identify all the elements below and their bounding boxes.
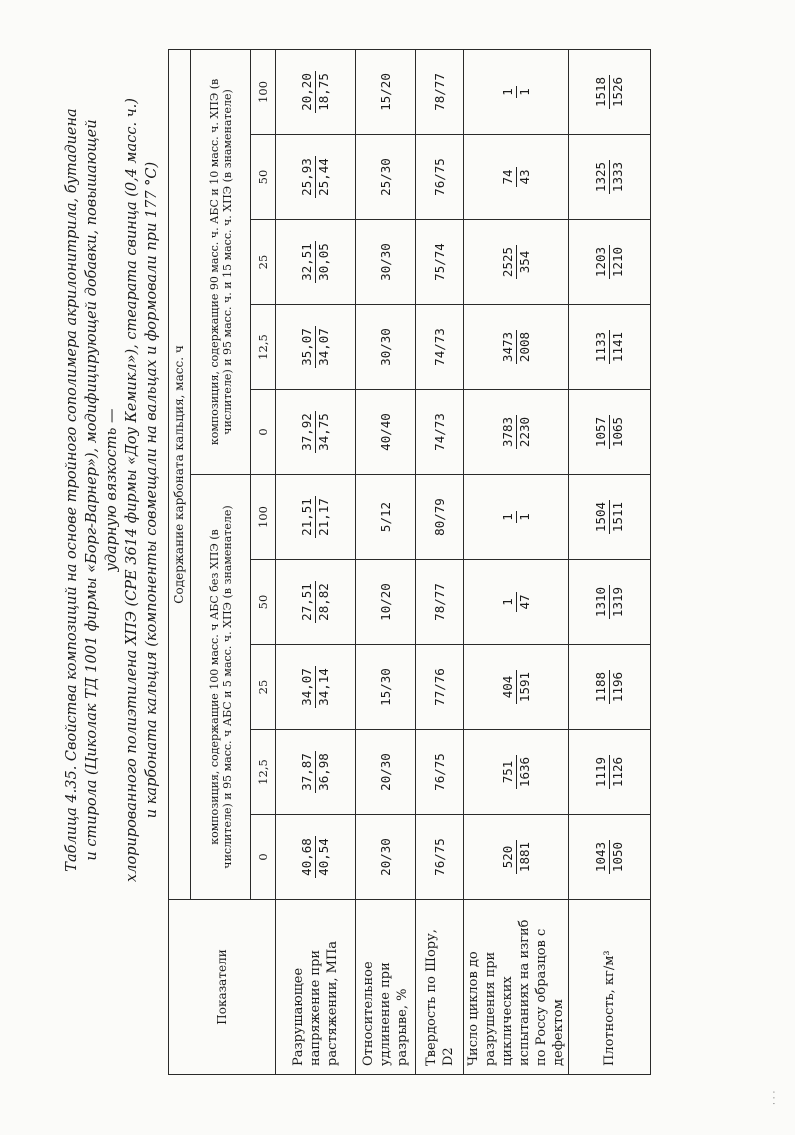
row-label: Число циклов до разрушения при циклических испытаниях на изгиб по Россу образцов с дефектом	[464, 900, 569, 1075]
cell-value: 78/77	[432, 583, 447, 621]
caption-line-4: и карбоната кальция (компоненты совмещали на вальцах и формовали при 177 °C)	[144, 161, 160, 819]
value-cell	[416, 730, 464, 815]
denominator: 34,14	[316, 668, 331, 706]
cell-value: 5/12	[378, 501, 393, 533]
numerator: 1043	[593, 841, 608, 873]
value-cell	[356, 135, 416, 220]
fraction	[299, 411, 332, 453]
value-cell	[416, 560, 464, 645]
denominator: 28,82	[316, 583, 331, 621]
numerator: 1310	[593, 586, 608, 618]
fraction	[299, 156, 332, 198]
numerator: 37,92	[299, 413, 314, 451]
denominator: 2008	[516, 331, 532, 363]
cell-value: 76/75	[432, 753, 447, 791]
cell-value: 30/30	[378, 328, 393, 366]
denominator: 34,75	[316, 413, 331, 451]
value-cell	[569, 815, 651, 900]
value-cell	[464, 815, 569, 900]
value-cell	[464, 390, 569, 475]
cell-value: 74/73	[432, 413, 447, 451]
fraction	[500, 840, 533, 874]
level-header: 0	[251, 815, 276, 900]
cell-value: 76/75	[432, 838, 447, 876]
level-header: 12,5	[251, 730, 276, 815]
fraction	[299, 836, 332, 878]
value-cell	[464, 645, 569, 730]
fraction	[299, 581, 332, 623]
value-cell	[569, 390, 651, 475]
caption-line-2: и стирола (Циколак ТД 1001 фирмы «Борг-Варнер»), модифицирующей добавки, повышающей ударную вязкость —	[84, 119, 120, 861]
value-cell	[464, 220, 569, 305]
level-header: 25	[251, 220, 276, 305]
cell-value: 74/73	[432, 328, 447, 366]
value-cell	[569, 475, 651, 560]
denominator: 1636	[516, 756, 532, 788]
numerator: 1	[499, 88, 515, 96]
fraction	[593, 245, 626, 279]
numerator: 3783	[499, 416, 515, 448]
denominator: 1333	[610, 161, 625, 193]
top-header: Содержание карбоната кальция, масс. ч	[169, 49, 191, 899]
numerator: 34,07	[299, 668, 314, 706]
numerator: 21,51	[299, 498, 314, 536]
value-cell	[276, 220, 356, 305]
numerator: 27,51	[299, 583, 314, 621]
cell-value: 25/30	[378, 158, 393, 196]
value-cell	[416, 390, 464, 475]
table-body	[276, 49, 651, 1074]
denominator: 1526	[610, 76, 625, 108]
value-cell	[416, 475, 464, 560]
numerator: 1504	[593, 501, 608, 533]
numerator: 40,68	[299, 838, 314, 876]
denominator: 1319	[610, 586, 625, 618]
level-header: 0	[251, 390, 276, 475]
denominator: 34,07	[316, 328, 331, 366]
numerator: 1133	[593, 331, 608, 363]
denominator: 21,17	[316, 498, 331, 536]
numerator: 1	[500, 592, 517, 611]
level-header: 100	[251, 49, 276, 134]
table-caption	[62, 90, 162, 890]
numerator: 1188	[593, 671, 608, 703]
denominator: 1210	[610, 246, 625, 278]
value-cell	[356, 305, 416, 390]
level-header: 12,5	[251, 305, 276, 390]
properties-table	[168, 49, 651, 1075]
fraction	[500, 511, 533, 523]
value-cell	[356, 560, 416, 645]
value-cell	[356, 49, 416, 134]
page-mark: · · ·	[770, 1090, 780, 1105]
row-label: Плотность, кг/м³	[569, 900, 651, 1075]
fraction	[593, 670, 626, 704]
cell-value: 77/76	[432, 668, 447, 706]
fraction	[299, 71, 332, 113]
denominator: 2230	[516, 416, 532, 448]
numerator: 1325	[593, 161, 608, 193]
value-cell	[356, 730, 416, 815]
fraction	[593, 755, 626, 789]
fraction	[593, 500, 626, 534]
value-cell	[464, 475, 569, 560]
fraction	[500, 415, 533, 449]
denominator: 40,54	[316, 838, 331, 876]
caption-text-1: Свойства композиций на основе тройного сополимера акрилонитрила, бутадиена	[64, 108, 80, 762]
cell-value: 80/79	[432, 498, 447, 536]
value-cell	[464, 730, 569, 815]
denominator: 1050	[610, 841, 625, 873]
numerator: 1518	[593, 76, 608, 108]
denominator: 354	[516, 250, 532, 274]
value-cell	[416, 220, 464, 305]
cell-value: 78/77	[432, 73, 447, 111]
row-label: Разрушающее напряжение при растяжении, МПа	[276, 900, 356, 1075]
group2-header: композиция, содержащие 90 масс. ч. АБС и 10 масс. ч. ХПЭ (в числителе) и 95 масс. ч. и 15 масс. ч. ХПЭ (в знаменателе)	[191, 49, 251, 474]
cell-value: 15/30	[378, 668, 393, 706]
value-cell	[569, 49, 651, 134]
caption-line-1	[62, 90, 82, 890]
table-row	[569, 49, 651, 1074]
value-cell	[569, 560, 651, 645]
fraction	[593, 330, 626, 364]
fraction	[500, 86, 533, 98]
denominator: 18,75	[316, 73, 331, 111]
value-cell	[416, 815, 464, 900]
value-cell	[356, 220, 416, 305]
value-cell	[416, 135, 464, 220]
numerator: 1119	[593, 756, 608, 788]
value-cell	[276, 730, 356, 815]
value-cell	[569, 220, 651, 305]
fraction	[299, 496, 332, 538]
fraction	[299, 751, 332, 793]
caption-line-3: хлорированного полиэтилена ХПЭ (CPE 3614 фирмы «Доу Кемикл»), стеарата свинца (0,4 масс. ч.)	[124, 98, 140, 882]
value-cell	[416, 305, 464, 390]
cell-value: 30/30	[378, 243, 393, 281]
table-row	[276, 49, 356, 1074]
fraction	[299, 241, 332, 283]
level-header: 50	[251, 135, 276, 220]
fraction	[500, 755, 533, 789]
denominator: 30,05	[316, 243, 331, 281]
row-label: Относительное удлинение при разрыве, %	[356, 900, 416, 1075]
fraction	[593, 160, 626, 194]
cell-value: 76/75	[432, 158, 447, 196]
value-cell	[464, 305, 569, 390]
denominator: 1065	[610, 416, 625, 448]
denominator: 1196	[610, 671, 625, 703]
fraction	[299, 666, 332, 708]
fraction	[593, 840, 626, 874]
fraction	[593, 415, 626, 449]
cell-value: 20/30	[378, 838, 393, 876]
numerator: 1	[499, 513, 515, 521]
numerator: 520	[500, 840, 517, 874]
numerator: 20,20	[299, 73, 314, 111]
fraction	[593, 75, 626, 109]
fraction	[593, 585, 626, 619]
value-cell	[569, 645, 651, 730]
numerator: 404	[500, 670, 517, 704]
value-cell	[276, 49, 356, 134]
table-row	[464, 49, 569, 1074]
numerator: 35,07	[299, 328, 314, 366]
table-number: Таблица 4.35.	[64, 765, 80, 872]
numerator: 2525	[499, 246, 515, 278]
value-cell	[464, 135, 569, 220]
cell-value: 10/20	[378, 583, 393, 621]
table-row	[356, 49, 416, 1074]
fraction	[500, 245, 533, 279]
value-cell	[276, 645, 356, 730]
value-cell	[569, 135, 651, 220]
numerator: 1203	[593, 246, 608, 278]
fraction	[299, 326, 332, 368]
numerator: 37,87	[299, 753, 314, 791]
cell-value: 15/20	[378, 73, 393, 111]
denominator: 1511	[610, 501, 625, 533]
denominator: 47	[516, 594, 532, 610]
value-cell	[276, 475, 356, 560]
value-cell	[416, 49, 464, 134]
fraction	[500, 592, 533, 611]
table-row	[416, 49, 464, 1074]
level-header: 100	[251, 475, 276, 560]
numerator: 3473	[499, 331, 515, 363]
denominator: 1	[516, 88, 532, 96]
group1-header: композиция, содержащие 100 масс. ч АБС без ХПЭ (в числителе) и 95 масс. ч АБС и 5 масс. ч. ХПЭ (в знаменателе)	[191, 475, 251, 900]
cell-value: 20/30	[378, 753, 393, 791]
denominator: 25,44	[316, 158, 331, 196]
value-cell	[356, 645, 416, 730]
row-label: Твердость по Шору, D2	[416, 900, 464, 1075]
value-cell	[276, 390, 356, 475]
value-cell	[276, 560, 356, 645]
value-cell	[464, 49, 569, 134]
numerator: 1057	[593, 416, 608, 448]
numerator: 751	[500, 755, 517, 789]
value-cell	[356, 815, 416, 900]
denominator: 1591	[516, 671, 532, 703]
numerator: 25,93	[299, 158, 314, 196]
denominator: 36,98	[316, 753, 331, 791]
value-cell	[276, 305, 356, 390]
denominator: 1126	[610, 756, 625, 788]
denominator: 1	[516, 513, 532, 521]
value-cell	[356, 475, 416, 560]
value-cell	[276, 815, 356, 900]
value-cell	[464, 560, 569, 645]
numerator: 32,51	[299, 243, 314, 281]
cell-value: 75/74	[432, 243, 447, 281]
denominator: 43	[516, 169, 532, 185]
fraction	[500, 330, 533, 364]
value-cell	[276, 135, 356, 220]
denominator: 1141	[610, 331, 625, 363]
cell-value: 40/40	[378, 413, 393, 451]
fraction	[500, 670, 533, 704]
value-cell	[569, 305, 651, 390]
denominator: 1881	[516, 841, 532, 873]
value-cell	[416, 645, 464, 730]
param-header: Показатели	[169, 900, 276, 1075]
numerator: 74	[499, 169, 515, 185]
value-cell	[356, 390, 416, 475]
level-header: 50	[251, 560, 276, 645]
level-header: 25	[251, 645, 276, 730]
fraction	[500, 167, 533, 186]
value-cell	[569, 730, 651, 815]
